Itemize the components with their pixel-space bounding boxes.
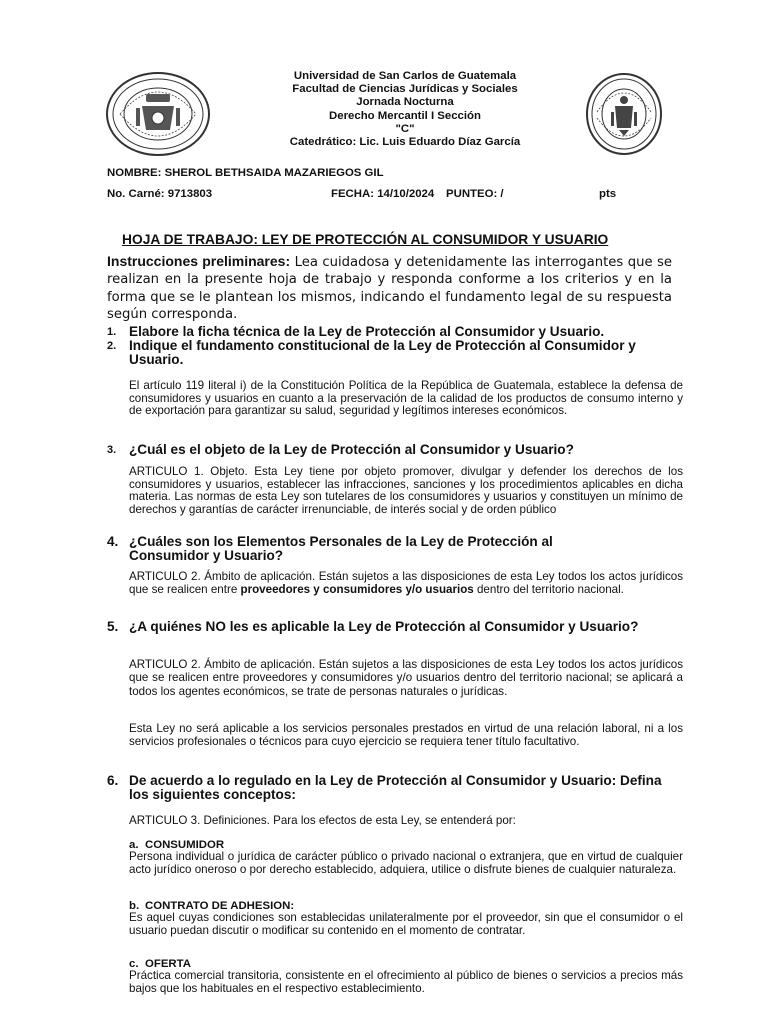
answer-2: El artículo 119 literal i) de la Constitución Política de la República de Guatemala, establece la defensa de consumidores y usuarios en cuanto a la preservación de la calidad de los productos de consumo interno y de exportación para garantizar su salud, seguridad y legítimos intereses económicos. bbox=[129, 379, 683, 418]
definition-c-text: Práctica comercial transitoria, consistente en el ofrecimiento al público de bienes o servicios a precios más bajos que los habituales en el respectivo establecimiento. bbox=[129, 969, 683, 995]
question-number: 3. bbox=[107, 444, 117, 456]
usac-seal-icon bbox=[106, 72, 210, 156]
definition-letter: a. bbox=[129, 839, 139, 851]
definition-term: CONTRATO DE ADHESION: bbox=[145, 900, 295, 912]
answer-6-intro: ARTICULO 3. Definiciones. Para los efectos de esta Ley, se entenderá por: bbox=[129, 814, 516, 827]
question-4 bbox=[107, 535, 627, 564]
question-number: 6. bbox=[107, 773, 119, 788]
section-name: "C" bbox=[395, 122, 415, 135]
answer-4-post: dentro del territorio nacional. bbox=[473, 582, 624, 596]
question-text: Elabore la ficha técnica de la Ley de Protección al Consumidor y Usuario. bbox=[129, 324, 605, 339]
faculty-name: Facultad de Ciencias Jurídicas y Sociales bbox=[292, 83, 518, 96]
question-text: ¿Cuál es el objeto de la Ley de Protección al Consumidor y Usuario? bbox=[129, 442, 574, 457]
law-faculty-seal-icon bbox=[585, 72, 663, 156]
question-number: 2. bbox=[107, 340, 117, 352]
question-6 bbox=[107, 774, 683, 803]
question-text: De acuerdo a lo regulado en la Ley de Protección al Consumidor y Usuario: Defina los siguientes conceptos: bbox=[129, 773, 662, 803]
answer-3: ARTICULO 1. Objeto. Esta Ley tiene por objeto promover, divulgar y defender los derechos de los consumidores y usuarios, establecer las infracciones, sanciones y los procedimientos aplicables en dicha materia. Las normas de esta Ley son tutelares de los consumidores y usuarios y constituyen un mínimo de derechos y garantías de carácter irrenunciable, de interés social y de orden público bbox=[129, 465, 683, 517]
question-2 bbox=[107, 339, 683, 368]
question-number: 5. bbox=[107, 619, 119, 634]
answer-5-paragraph-1: ARTICULO 2. Ámbito de aplicación. Están sujetos a las disposiciones de esta Ley todos los actos jurídicos que se realicen entre proveedores y consumidores y/o usuarios dentro del territorio nacional; se aplicará a todos los agentes económicos, se trate de personas naturales o jurídicas. bbox=[129, 658, 683, 698]
question-3 bbox=[107, 443, 683, 457]
answer-4-emphasis: proveedores y consumidores y/o usuarios bbox=[240, 582, 474, 596]
definition-term: OFERTA bbox=[145, 958, 191, 970]
question-text: Indique el fundamento constitucional de la Ley de Protección al Consumidor y Usuario. bbox=[129, 338, 636, 368]
student-name: NOMBRE: SHEROL BETHSAIDA MAZARIEGOS GIL bbox=[107, 167, 384, 179]
instructions-label: Instrucciones preliminares: bbox=[107, 253, 291, 269]
instructions-text: Lea cuidadosa y detenidamente las interrogantes que se realizan en la presente hoja de trabajo y responda conforme a los criterios y en la forma que se le plantean los mismos, indicando el fundamento legal de su respuesta según corresponda. bbox=[107, 255, 673, 323]
question-text: ¿Cuáles son los Elementos Personales de la Ley de Protección al Consumidor y Usuario? bbox=[129, 534, 553, 564]
worksheet-title: HOJA DE TRABAJO: LEY DE PROTECCIÓN AL CONSUMIDOR Y USUARIO bbox=[122, 232, 609, 247]
university-name: Universidad de San Carlos de Guatemala bbox=[293, 70, 517, 82]
professor-name: Catedrático: Lic. Luis Eduardo Díaz García bbox=[289, 136, 521, 149]
definition-a-text: Persona individual o jurídica de carácter público o privado nacional o extranjera, que en virtud de cualquier acto jurídico oneroso o por derecho establecido, adquiera, utilice o disfrute bienes de cualquier naturaleza. bbox=[129, 850, 683, 876]
question-text: ¿A quiénes NO les es aplicable la Ley de Protección al Consumidor y Usuario? bbox=[129, 619, 639, 634]
exam-date: FECHA: 14/10/2024 bbox=[331, 188, 435, 200]
question-5 bbox=[107, 620, 647, 634]
session-name: Jornada Nocturna bbox=[356, 96, 454, 109]
question-number: 1. bbox=[107, 326, 117, 338]
answer-4-pre: ARTICULO 2. Ámbito de aplicación. Están sujetos a las disposiciones de esta Ley todos los actos jurídicos que se realicen entre bbox=[129, 570, 683, 596]
score-unit: pts bbox=[599, 188, 617, 200]
definition-b-text: Es aquel cuyas condiciones son establecidas unilateralmente por el proveedor, sin que el consumidor o el usuario puedan discutir o modificar su contenido en el momento de contratar. bbox=[129, 911, 683, 937]
question-number: 4. bbox=[107, 534, 119, 549]
instructions-paragraph bbox=[107, 253, 672, 324]
definition-term: CONSUMIDOR bbox=[145, 839, 225, 851]
document-header bbox=[240, 70, 570, 149]
exam-score: PUNTEO: / bbox=[446, 188, 504, 200]
definition-letter: c. bbox=[129, 958, 139, 970]
answer-4 bbox=[129, 571, 683, 596]
course-name: Derecho Mercantil I Sección bbox=[329, 109, 481, 122]
definition-letter: b. bbox=[129, 900, 140, 912]
student-carne: No. Carné: 9713803 bbox=[107, 188, 213, 200]
answer-5-paragraph-2: Esta Ley no será aplicable a los servicios personales prestados en virtud de una relación laboral, ni a los servicios profesionales o técnicos para cuyo ejercicio se requiera tener título facultativo. bbox=[129, 722, 683, 749]
